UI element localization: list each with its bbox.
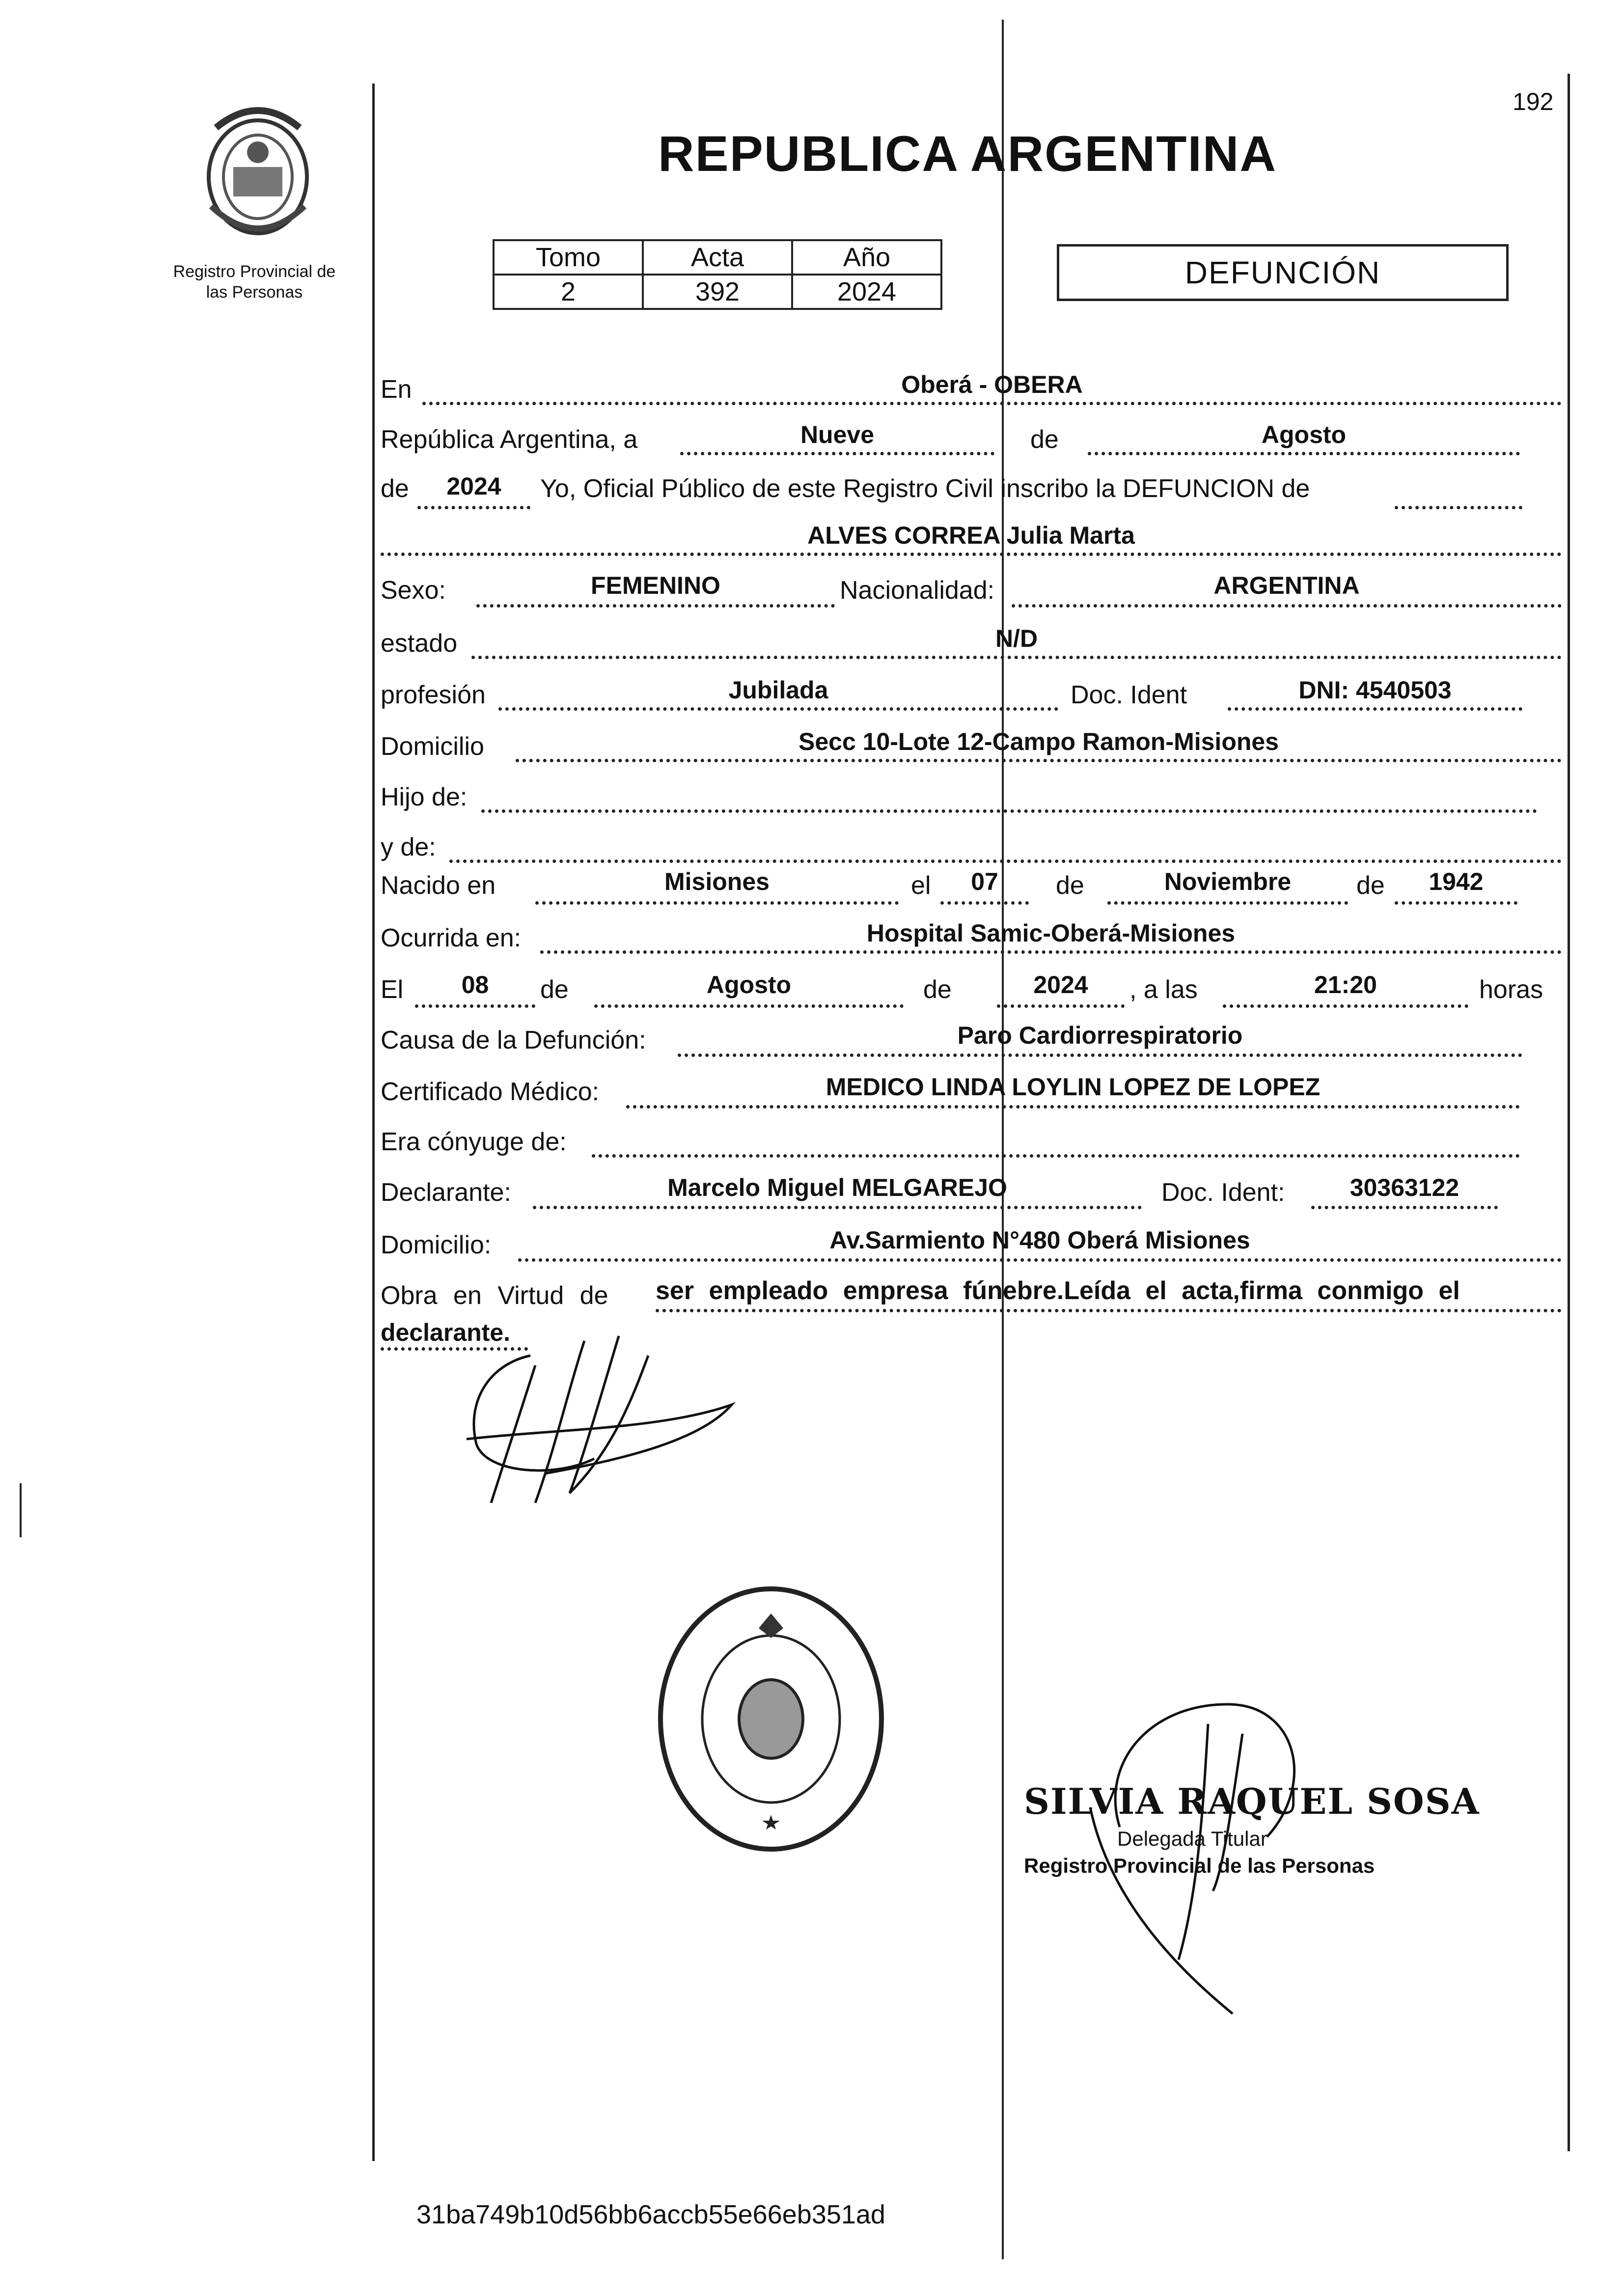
label-a-las: , a las xyxy=(1129,975,1198,1004)
official-signature xyxy=(1080,1685,1355,2019)
dotted-line xyxy=(415,1004,535,1008)
acta-header: Acta xyxy=(643,240,792,275)
dotted-line xyxy=(422,402,1562,405)
dotted-line xyxy=(678,1054,1522,1057)
value-anio-nacimiento: 1942 xyxy=(1429,868,1484,895)
registry-caption xyxy=(156,261,353,303)
label-horas: horas xyxy=(1479,975,1543,1004)
label-y-de: y de: xyxy=(381,833,436,861)
value-nombre: ALVES CORREA Julia Marta xyxy=(807,522,1135,549)
official-stamp-registry: Registro Provincial de las Personas xyxy=(1024,1854,1375,1877)
label-de: de xyxy=(923,975,952,1004)
value-dia-nacimiento: 07 xyxy=(971,868,998,895)
value-dia-defuncion: 08 xyxy=(461,971,489,998)
official-stamp-name: SILVIA RAQUEL SOSA xyxy=(1024,1780,1480,1822)
record-table-value-row xyxy=(494,275,941,309)
dotted-line xyxy=(498,707,1058,711)
dotted-line xyxy=(1395,901,1517,905)
tomo-value: 2 xyxy=(494,275,643,309)
dotted-line xyxy=(1088,452,1520,455)
label-el: el xyxy=(911,871,931,900)
value-sexo: FEMENINO xyxy=(591,572,720,599)
page-number: 192 xyxy=(1513,88,1554,115)
dotted-line xyxy=(533,1206,1142,1209)
label-domicilio: Domicilio xyxy=(381,732,484,761)
acta-value: 392 xyxy=(643,275,792,309)
label-sexo: Sexo: xyxy=(381,576,446,605)
value-dia-inscripcion: Nueve xyxy=(800,421,875,448)
scan-fold-line xyxy=(1002,20,1004,2259)
value-anio-defuncion: 2024 xyxy=(1033,971,1088,998)
label-certificado: Certificado Médico: xyxy=(381,1078,600,1106)
value-declarante-doc: 30363122 xyxy=(1349,1174,1459,1201)
label-declarante: Declarante: xyxy=(381,1178,511,1207)
dotted-line xyxy=(1012,604,1562,608)
dotted-line xyxy=(1395,506,1522,509)
value-obra-line2: declarante. xyxy=(381,1319,511,1346)
dotted-line xyxy=(680,452,994,455)
value-mes-nacimiento: Noviembre xyxy=(1164,868,1292,895)
value-causa: Paro Cardiorrespiratorio xyxy=(957,1022,1243,1049)
label-de: de xyxy=(1030,425,1059,454)
value-lugar: Oberá - OBERA xyxy=(901,371,1083,398)
value-ocurrida-en: Hospital Samic-Oberá-Misiones xyxy=(866,919,1236,947)
dotted-line xyxy=(1107,901,1348,905)
value-obra-line1: ser empleado empresa fúnebre.Leída el acta,firma conmigo el xyxy=(656,1276,1460,1305)
coat-of-arms-logo xyxy=(187,93,329,250)
dotted-line xyxy=(449,860,1562,863)
scan-edge-mark xyxy=(20,1483,22,1537)
document-title: REPUBLICA ARGENTINA xyxy=(658,126,1277,182)
value-mes-inscripcion: Agosto xyxy=(1261,421,1347,448)
label-de: de xyxy=(540,975,569,1004)
label-doc-ident: Doc. Ident xyxy=(1071,681,1187,709)
label-el-fecha: El xyxy=(381,975,404,1004)
value-domicilio: Secc 10-Lote 12-Campo Ramon-Misiones xyxy=(798,728,1279,755)
label-causa: Causa de la Defunción: xyxy=(381,1026,646,1054)
anio-value: 2024 xyxy=(792,275,941,309)
value-nacionalidad: ARGENTINA xyxy=(1213,572,1360,599)
tomo-header: Tomo xyxy=(494,240,643,275)
label-domicilio-declarante: Domicilio: xyxy=(381,1231,492,1259)
record-table xyxy=(493,239,942,310)
value-profesion: Jubilada xyxy=(728,676,828,704)
official-stamp-role: Delegada Titular xyxy=(1117,1827,1267,1850)
right-margin-rule xyxy=(1568,74,1570,2151)
label-estado: estado xyxy=(381,629,458,658)
value-anio-inscripcion: 2024 xyxy=(446,472,501,500)
anio-header: Año xyxy=(792,240,941,275)
dotted-line xyxy=(940,901,1029,905)
dotted-line xyxy=(592,1154,1520,1158)
dotted-line xyxy=(417,506,530,509)
registry-caption-line1: Registro Provincial de xyxy=(173,262,336,281)
label-conyuge: Era cónyuge de: xyxy=(381,1128,567,1156)
label-doc-ident-declarante: Doc. Ident: xyxy=(1161,1178,1285,1207)
dotted-line xyxy=(1311,1206,1498,1209)
label-de: de xyxy=(1056,871,1084,900)
registry-caption-line2: las Personas xyxy=(206,283,303,302)
record-table-header-row xyxy=(494,240,941,275)
dotted-line xyxy=(516,759,1562,762)
dotted-line xyxy=(1228,707,1522,711)
label-republica: República Argentina, a xyxy=(381,425,638,454)
label-obra: Obra en Virtud de xyxy=(381,1281,608,1310)
delegation-seal xyxy=(656,1584,886,1854)
value-mes-defuncion: Agosto xyxy=(706,971,792,998)
dotted-line xyxy=(656,1309,1562,1312)
value-declarante: Marcelo Miguel MELGAREJO xyxy=(667,1174,1007,1201)
value-lugar-nacimiento: Misiones xyxy=(664,868,770,895)
dotted-line xyxy=(518,1258,1562,1262)
label-de: de xyxy=(1356,871,1385,900)
dotted-line xyxy=(471,656,1562,659)
value-documento: DNI: 4540503 xyxy=(1298,676,1452,704)
left-margin-rule xyxy=(372,83,375,2161)
dotted-line xyxy=(1223,1004,1468,1008)
value-declarante-domicilio: Av.Sarmiento N°480 Oberá Misiones xyxy=(829,1226,1250,1254)
document-hash: 31ba749b10d56bb6accb55e66eb351ad xyxy=(416,2200,885,2229)
label-ocurrida-en: Ocurrida en: xyxy=(381,924,522,952)
value-estado: N/D xyxy=(995,625,1038,652)
dotted-line xyxy=(476,604,835,608)
dotted-line xyxy=(626,1105,1520,1109)
label-hijo-de: Hijo de: xyxy=(381,783,468,811)
declarant-signature xyxy=(457,1326,737,1513)
dotted-line xyxy=(481,809,1537,813)
dotted-line xyxy=(381,553,1562,556)
record-type-box: DEFUNCIÓN xyxy=(1057,244,1509,301)
label-profesion: profesión xyxy=(381,681,486,709)
label-nacido-en: Nacido en xyxy=(381,871,496,900)
label-yo-oficial: Yo, Oficial Público de este Registro Civil inscribo la DEFUNCION de xyxy=(540,474,1310,503)
value-certificado: MEDICO LINDA LOYLIN LOPEZ DE LOPEZ xyxy=(826,1073,1321,1101)
label-nacionalidad: Nacionalidad: xyxy=(840,576,995,605)
label-en: En xyxy=(381,375,412,404)
label-de-anio: de xyxy=(381,474,409,503)
value-hora: 21:20 xyxy=(1314,971,1377,998)
dotted-line xyxy=(540,950,1562,954)
dotted-line xyxy=(535,901,899,905)
dotted-line xyxy=(594,1004,904,1008)
dotted-line xyxy=(997,1004,1125,1008)
